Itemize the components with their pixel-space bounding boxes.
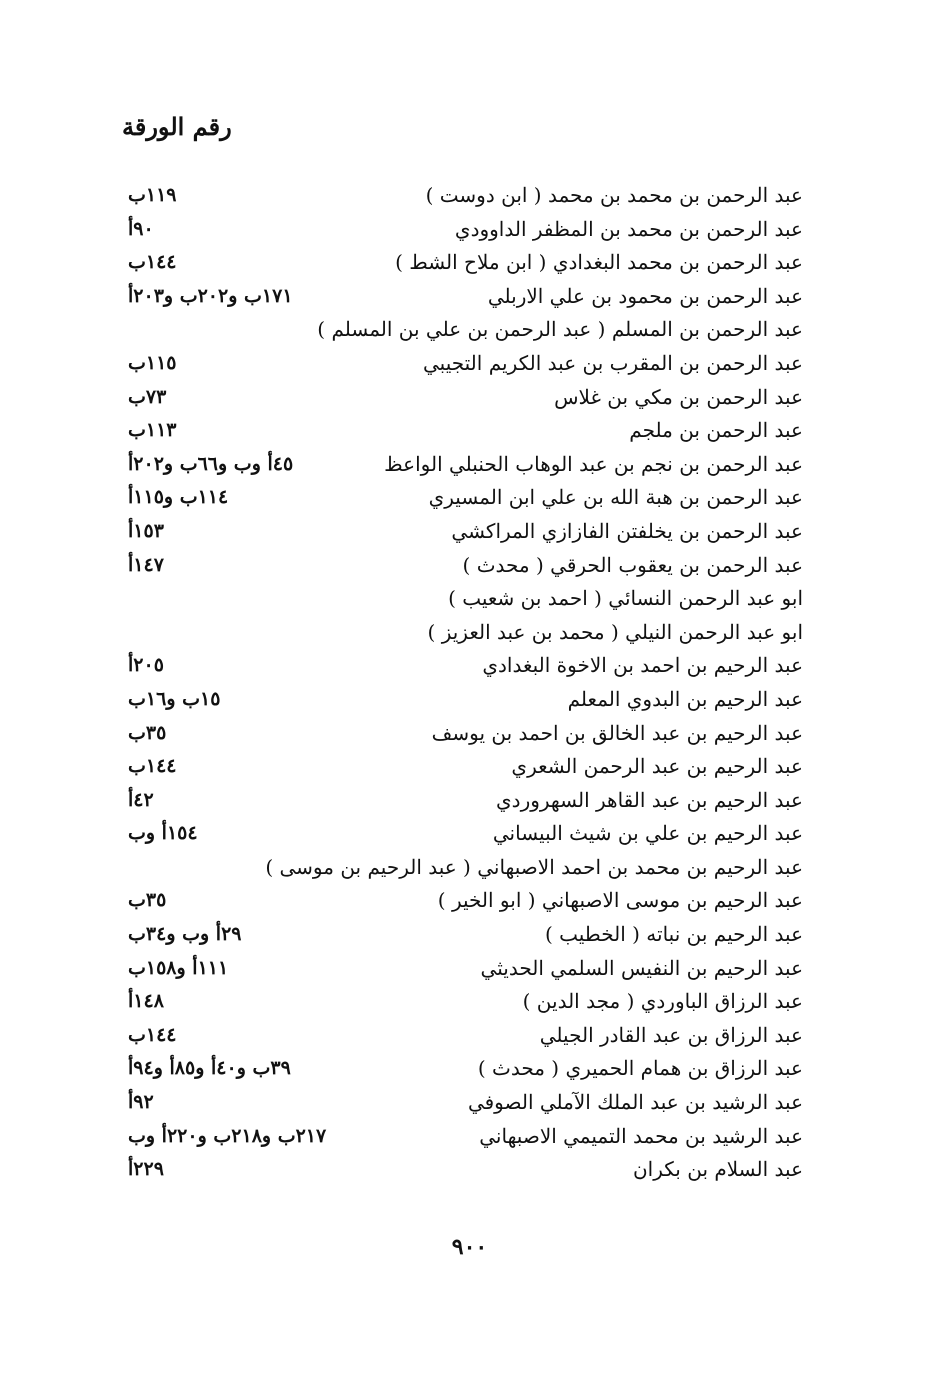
entry-name: عبد السلام بن بكران bbox=[632, 1157, 803, 1182]
entry-folio-ref: ٢٩أ وب و٣٤ب bbox=[128, 923, 242, 946]
index-entry-row bbox=[0, 381, 939, 415]
index-entry-row bbox=[0, 918, 939, 952]
entry-folio-ref: ٤٢أ bbox=[128, 788, 154, 811]
index-entry-row bbox=[0, 884, 939, 918]
index-entry-row bbox=[0, 952, 939, 986]
entry-folio-ref: ٣٩ب و٤٠أ و٨٥أ و٩٤أ bbox=[128, 1057, 291, 1080]
entry-name: عبد الرحمن بن محمد بن محمد ( ابن دوست ) bbox=[425, 183, 803, 207]
entry-name: عبد الرحيم بن عبد الرحمن الشعري bbox=[511, 754, 803, 779]
entry-folio-ref: ١٤٨أ bbox=[128, 990, 164, 1013]
entry-name: عبد الرحمن بن نجم بن عبد الوهاب الحنبلي الواعظ bbox=[384, 451, 803, 476]
index-entry-row bbox=[0, 313, 939, 347]
index-entry-row bbox=[0, 1052, 939, 1086]
index-entry-row bbox=[0, 717, 939, 751]
index-entry-row bbox=[0, 448, 939, 482]
index-entry-row bbox=[0, 1086, 939, 1120]
entry-name: عبد الرحيم بن نباته ( الخطيب ) bbox=[544, 922, 803, 947]
entry-name: عبد الرحيم بن البدوي المعلم bbox=[567, 686, 803, 711]
entry-folio-ref: ٧٣ب bbox=[128, 385, 167, 408]
entry-name: عبد الرحمن بن ملجم bbox=[629, 418, 803, 443]
index-entry-row bbox=[0, 549, 939, 583]
index-entry-row bbox=[0, 683, 939, 717]
index-entry-row bbox=[0, 179, 939, 213]
page-number: ٩٠٠ bbox=[451, 1234, 488, 1260]
index-entry-row bbox=[0, 1120, 939, 1154]
entry-name: عبد الرحمن بن محمد البغدادي ( ابن ملاح الشط ) bbox=[395, 250, 803, 275]
entry-name: عبد الرزاق بن همام الحميري ( محدث ) bbox=[477, 1056, 803, 1081]
index-entry-row bbox=[0, 213, 939, 247]
entry-name: عبد الرحيم بن موسى الاصبهاني ( ابو الخير ) bbox=[437, 888, 803, 913]
entry-folio-ref: ١١٥ب bbox=[128, 351, 177, 374]
entry-folio-ref: ٤٥أ وب و٦٦ب و٢٠٢أ bbox=[128, 452, 294, 475]
entry-name: عبد الرحيم بن علي بن شيث البيساني bbox=[492, 821, 803, 846]
entry-name: ابو عبد الرحمن النسائي ( احمد بن شعيب ) bbox=[448, 586, 803, 611]
index-entry-row bbox=[0, 750, 939, 784]
index-entry-row bbox=[0, 985, 939, 1019]
index-entry-row bbox=[0, 851, 939, 885]
index-entries-list bbox=[0, 179, 939, 1187]
entry-name: عبد الرحمن بن محمد بن المظفر الداوودي bbox=[454, 216, 803, 241]
entry-folio-ref: ٢٢٩أ bbox=[128, 1158, 164, 1181]
entry-name: عبد الرحيم بن عبد القاهر السهروردي bbox=[496, 787, 803, 812]
entry-folio-ref: ٣٥ب bbox=[128, 889, 167, 912]
entry-folio-ref: ٩٠أ bbox=[128, 217, 154, 240]
entry-name: عبد الرحيم بن النفيس السلمي الحديثي bbox=[480, 955, 803, 980]
entry-name: عبد الرحمن بن يعقوب الحرقي ( محدث ) bbox=[462, 552, 803, 577]
index-entry-row bbox=[0, 515, 939, 549]
entry-name: عبد الرحيم بن محمد بن احمد الاصبهاني ( عبد الرحيم بن موسى ) bbox=[265, 854, 803, 879]
entry-folio-ref: ١١٩ب bbox=[128, 184, 177, 206]
index-entry-row bbox=[0, 616, 939, 650]
entry-name: ابو عبد الرحمن النيلي ( محمد بن عبد العزيز ) bbox=[427, 619, 803, 644]
entry-name: عبد الرحمن بن محمود بن علي الاربلي bbox=[487, 283, 803, 308]
index-entry-row bbox=[0, 1153, 939, 1187]
entry-name: عبد الرحمن بن المسلم ( عبد الرحمن بن علي بن المسلم ) bbox=[317, 317, 803, 342]
index-entry-row bbox=[0, 649, 939, 683]
index-entry-row bbox=[0, 347, 939, 381]
entry-name: عبد الرزاق بن عبد القادر الجيلي bbox=[539, 1022, 803, 1047]
entry-folio-ref: ١٥٣أ bbox=[128, 519, 164, 542]
entry-folio-ref: ٩٢أ bbox=[128, 1091, 154, 1114]
entry-name: عبد الرحمن بن هبة الله بن علي ابن المسيري bbox=[428, 485, 803, 510]
entry-folio-ref: ١٥ب و١٦ب bbox=[128, 687, 221, 710]
entry-folio-ref: ١٤٤ب bbox=[128, 755, 177, 778]
entry-name: عبد الرحيم بن احمد بن الاخوة البغدادي bbox=[482, 653, 803, 678]
entry-folio-ref: ١١١أ و١٥٨ب bbox=[128, 956, 229, 979]
index-entry-row bbox=[0, 582, 939, 616]
entry-name: عبد الرشيد بن عبد الملك الآملي الصوفي bbox=[467, 1090, 803, 1115]
entry-folio-ref: ١٥٤أ وب bbox=[128, 822, 198, 845]
entry-name: عبد الرحمن بن يخلفتن الفازازي المراكشي bbox=[451, 518, 803, 543]
entry-folio-ref: ١٤٤ب bbox=[128, 251, 177, 274]
index-entry-row bbox=[0, 481, 939, 515]
entry-folio-ref: ١١٣ب bbox=[128, 419, 177, 442]
entry-name: عبد الرحمن بن المقرب بن عبد الكريم التجيبي bbox=[423, 350, 803, 375]
entry-name: عبد الرزاق الباوردي ( مجد الدين ) bbox=[522, 989, 803, 1014]
index-entry-row bbox=[0, 414, 939, 448]
entry-folio-ref: ١١٤ب و١١٥أ bbox=[128, 486, 229, 509]
index-entry-row bbox=[0, 784, 939, 818]
entry-name: عبد الرحيم بن عبد الخالق بن احمد بن يوسف bbox=[431, 720, 803, 745]
index-entry-row bbox=[0, 280, 939, 314]
entry-folio-ref: ٢٠٥أ bbox=[128, 654, 164, 677]
index-entry-row bbox=[0, 246, 939, 280]
entry-name: عبد الرحمن بن مكي بن غلاس bbox=[554, 384, 803, 409]
entry-folio-ref: ٢١٧ب و٢١٨ب و٢٢٠أ وب bbox=[128, 1124, 327, 1147]
entry-folio-ref: ١٤٤ب bbox=[128, 1023, 177, 1046]
entry-folio-ref: ٣٥ب bbox=[128, 721, 167, 744]
entry-name: عبد الرشيد بن محمد التميمي الاصبهاني bbox=[479, 1123, 803, 1148]
entry-folio-ref: ١٤٧أ bbox=[128, 553, 164, 576]
index-entry-row bbox=[0, 817, 939, 851]
entry-folio-ref: ١٧١ب و٢٠٢ب و٢٠٣أ bbox=[128, 284, 293, 307]
index-entry-row bbox=[0, 1019, 939, 1053]
column-header-folio-number: رقم الورقة bbox=[122, 112, 232, 141]
